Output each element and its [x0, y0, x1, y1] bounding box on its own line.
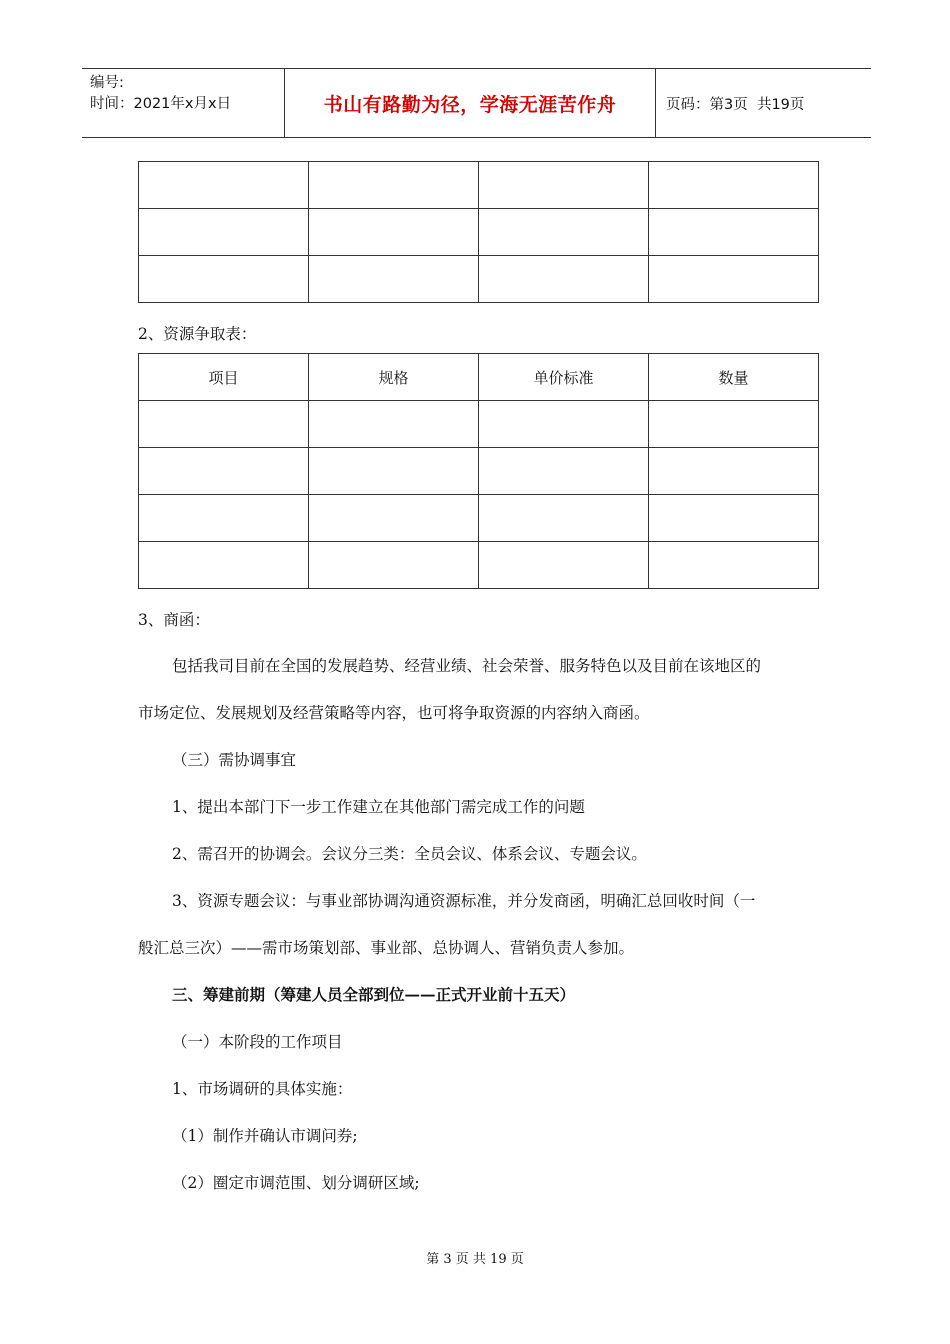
paragraph-line: 般汇总三次）——需市场策划部、事业部、总协调人、营销负责人参加。 [138, 939, 635, 957]
header-page-label: 页码：第3页 共19页 [666, 96, 805, 113]
table-cell [139, 162, 309, 209]
subsection-title: （三）需协调事宜 [172, 751, 297, 769]
table-cell [139, 542, 309, 589]
table-cell [139, 209, 309, 256]
list-item: 1、提出本部门下一步工作建立在其他部门需完成工作的问题 [172, 798, 585, 816]
table-cell [309, 495, 479, 542]
table-cell [649, 256, 819, 303]
list-item: （1）制作并确认市调问券; [172, 1127, 358, 1145]
table-row [139, 256, 819, 303]
list-item: （2）圈定市调范围、划分调研区域; [172, 1174, 420, 1192]
table-row [139, 542, 819, 589]
table-cell [309, 162, 479, 209]
table-row [139, 401, 819, 448]
list-item: 1、市场调研的具体实施： [172, 1080, 353, 1098]
table-cell [309, 542, 479, 589]
document-number-label: 编号: [90, 75, 124, 91]
page-header [82, 68, 871, 138]
table-cell [479, 401, 649, 448]
blank-table [138, 161, 819, 303]
table-cell [479, 495, 649, 542]
part-3-heading: 三、筹建前期（筹建人员全部到位——正式开业前十五天） [172, 985, 576, 1004]
table-cell [649, 401, 819, 448]
table-cell [649, 448, 819, 495]
paragraph-line: 市场定位、发展规划及经营策略等内容，也可将争取资源的内容纳入商函。 [138, 704, 650, 722]
column-header-unit-price: 单价标准 [479, 354, 649, 401]
table-cell [309, 209, 479, 256]
column-header-spec: 规格 [309, 354, 479, 401]
paragraph-line: 包括我司目前在全国的发展趋势、经营业绩、社会荣誉、服务特色以及目前在该地区的 [172, 657, 762, 675]
table-cell [479, 209, 649, 256]
document-date-label: 时间：2021年x月x日 [90, 96, 232, 112]
header-motto: 书山有路勤为径，学海无涯苦作舟 [284, 69, 656, 137]
table-cell [479, 162, 649, 209]
table-row [139, 209, 819, 256]
section-3-title: 3、商函： [138, 611, 210, 629]
section-2-title: 2、资源争取表： [138, 325, 257, 343]
subsection-title: （一）本阶段的工作项目 [172, 1033, 343, 1051]
table-row [139, 448, 819, 495]
table-cell [139, 495, 309, 542]
list-item: 2、需召开的协调会。会议分三类：全员会议、体系会议、专题会议。 [172, 845, 647, 863]
table-row [139, 495, 819, 542]
table-cell [309, 448, 479, 495]
table-cell [479, 256, 649, 303]
header-page-info [656, 69, 871, 137]
table-cell [139, 256, 309, 303]
table-cell [139, 401, 309, 448]
column-header-quantity: 数量 [649, 354, 819, 401]
table-cell [649, 495, 819, 542]
header-meta [82, 69, 284, 137]
table-header-row [139, 354, 819, 401]
table-cell [479, 542, 649, 589]
table-cell [309, 401, 479, 448]
table-cell [479, 448, 649, 495]
column-header-item: 项目 [139, 354, 309, 401]
table-cell [649, 209, 819, 256]
resource-table [138, 353, 819, 589]
table-row [139, 162, 819, 209]
list-item: 3、资源专题会议：与事业部协调沟通资源标准，并分发商函，明确汇总回收时间（一 [172, 892, 756, 910]
table-cell [309, 256, 479, 303]
page-footer: 第 3 页 共 19 页 [426, 1252, 524, 1267]
table-cell [649, 162, 819, 209]
table-cell [649, 542, 819, 589]
table-cell [139, 448, 309, 495]
